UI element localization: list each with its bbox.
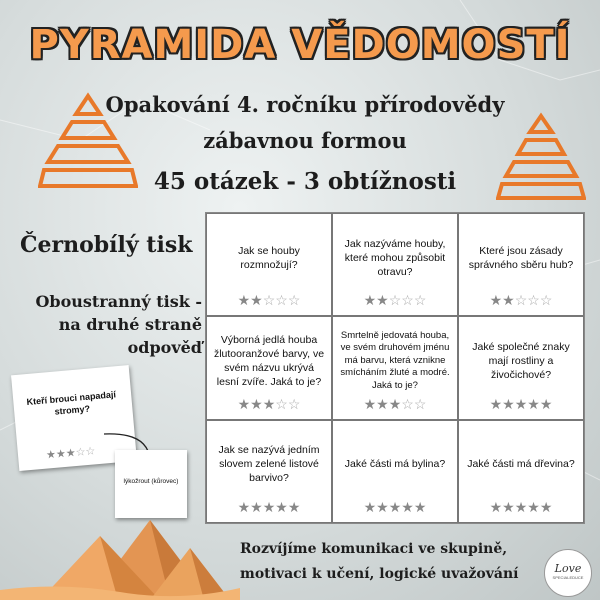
star-empty-icon: ☆ xyxy=(514,292,528,309)
star-filled-icon: ★ xyxy=(514,395,528,412)
question-text: Výborná jedlá houba žlutooranžové barvy, ve svém názvu ukrývá lesní zvíře. Jaká to je? xyxy=(213,333,325,388)
star-filled-icon: ★ xyxy=(262,499,276,515)
star-filled-icon: ★ xyxy=(55,447,67,461)
star-filled-icon: ★ xyxy=(45,448,57,462)
question-card xyxy=(458,316,584,419)
bottom-line-2: motivaci k učení, logické uvažování xyxy=(240,566,519,582)
question-card xyxy=(206,213,332,316)
question-card xyxy=(458,213,584,316)
star-filled-icon: ★ xyxy=(250,499,263,515)
star-empty-icon: ☆ xyxy=(84,445,96,459)
star-filled-icon: ★ xyxy=(502,395,515,412)
star-filled-icon: ★ xyxy=(376,292,389,309)
print-instructions: Oboustranný tisk - na druhé straně odpověď xyxy=(35,292,202,357)
question-card xyxy=(332,213,458,316)
question-text: Které jsou zásady správného sběru hub? xyxy=(468,244,574,271)
question-card-grid xyxy=(205,212,585,524)
logo-subtext: SPECIALEDUCE xyxy=(552,575,584,580)
difficulty-stars xyxy=(459,396,583,413)
star-filled-icon: ★ xyxy=(539,395,553,412)
star-filled-icon: ★ xyxy=(250,292,263,309)
subtitle-line-3: 45 otázek - 3 obtížnosti xyxy=(153,168,457,195)
star-filled-icon: ★ xyxy=(502,292,515,309)
star-empty-icon: ☆ xyxy=(527,292,540,309)
logo-text: Love xyxy=(554,562,582,575)
pyramid-icon-right xyxy=(496,112,586,212)
star-filled-icon: ★ xyxy=(363,499,377,515)
star-filled-icon: ★ xyxy=(287,499,301,515)
star-filled-icon: ★ xyxy=(237,292,251,309)
star-empty-icon: ☆ xyxy=(413,395,427,412)
star-empty-icon: ☆ xyxy=(539,292,553,309)
star-filled-icon: ★ xyxy=(401,499,414,515)
question-text: Jak nazýváme houby, které mohou způsobit otravu? xyxy=(344,237,446,278)
star-empty-icon: ☆ xyxy=(413,292,427,309)
star-empty-icon: ☆ xyxy=(401,395,414,412)
difficulty-stars xyxy=(333,499,457,516)
star-filled-icon: ★ xyxy=(514,499,528,515)
star-filled-icon: ★ xyxy=(250,395,263,412)
star-filled-icon: ★ xyxy=(502,499,515,515)
star-filled-icon: ★ xyxy=(65,447,77,460)
brand-logo xyxy=(544,549,592,597)
question-text: Jaké společné znaky mají rostliny a živočichové? xyxy=(472,340,570,381)
question-text: Jak se nazývá jedním slovem zelené listové barvivo? xyxy=(218,444,320,485)
star-empty-icon: ☆ xyxy=(275,395,288,412)
star-empty-icon: ☆ xyxy=(75,446,87,459)
star-filled-icon: ★ xyxy=(363,292,377,309)
question-text: Smrtelně jedovatá houba, ve svém druhovém jménu má barvu, která vznikne smícháním žluté a modré. Jaká to je? xyxy=(340,329,450,391)
star-filled-icon: ★ xyxy=(489,292,503,309)
subtitle-line-2: zábavnou formou xyxy=(203,128,407,153)
sample-card-answer: lýkožrout (kůrovec) xyxy=(123,478,179,485)
star-filled-icon: ★ xyxy=(388,499,402,515)
page-title: PYRAMIDA VĚDOMOSTÍ xyxy=(29,22,571,68)
desert-pyramids-illustration xyxy=(0,498,240,600)
star-filled-icon: ★ xyxy=(413,499,427,515)
star-empty-icon: ☆ xyxy=(287,292,301,309)
question-card xyxy=(458,420,584,523)
difficulty-stars xyxy=(207,292,331,309)
sample-card-question: Kteří brouci napadají stromy? xyxy=(26,389,117,417)
print-mode-heading: Černobílý tisk xyxy=(20,232,193,258)
star-filled-icon: ★ xyxy=(539,499,553,515)
star-filled-icon: ★ xyxy=(275,499,288,515)
difficulty-stars xyxy=(333,292,457,309)
difficulty-stars xyxy=(459,499,583,516)
star-filled-icon: ★ xyxy=(363,395,377,412)
star-filled-icon: ★ xyxy=(489,499,503,515)
subtitle-line-1: Opakování 4. ročníku přírodovědy xyxy=(105,92,505,117)
difficulty-stars xyxy=(207,396,331,413)
star-filled-icon: ★ xyxy=(527,499,540,515)
difficulty-stars xyxy=(46,444,96,461)
star-empty-icon: ☆ xyxy=(287,395,301,412)
difficulty-stars xyxy=(459,292,583,309)
question-text: Jaké části má bylina? xyxy=(344,458,446,471)
question-text: Jak se houby rozmnožují? xyxy=(238,244,300,271)
star-empty-icon: ☆ xyxy=(388,292,402,309)
question-card xyxy=(206,316,332,419)
question-card xyxy=(332,316,458,419)
question-text: Jaké části má dřevina? xyxy=(467,458,575,471)
star-empty-icon: ☆ xyxy=(401,292,414,309)
star-empty-icon: ☆ xyxy=(275,292,288,309)
star-filled-icon: ★ xyxy=(262,395,276,412)
bottom-line-1: Rozvíjíme komunikaci ve skupině, xyxy=(240,541,508,557)
star-filled-icon: ★ xyxy=(489,395,503,412)
difficulty-stars xyxy=(333,396,457,413)
star-empty-icon: ☆ xyxy=(262,292,276,309)
star-filled-icon: ★ xyxy=(527,395,540,412)
star-filled-icon: ★ xyxy=(237,395,251,412)
star-filled-icon: ★ xyxy=(388,395,402,412)
star-filled-icon: ★ xyxy=(376,395,389,412)
star-filled-icon: ★ xyxy=(376,499,389,515)
star-filled-icon: ★ xyxy=(237,499,251,515)
question-card xyxy=(332,420,458,523)
